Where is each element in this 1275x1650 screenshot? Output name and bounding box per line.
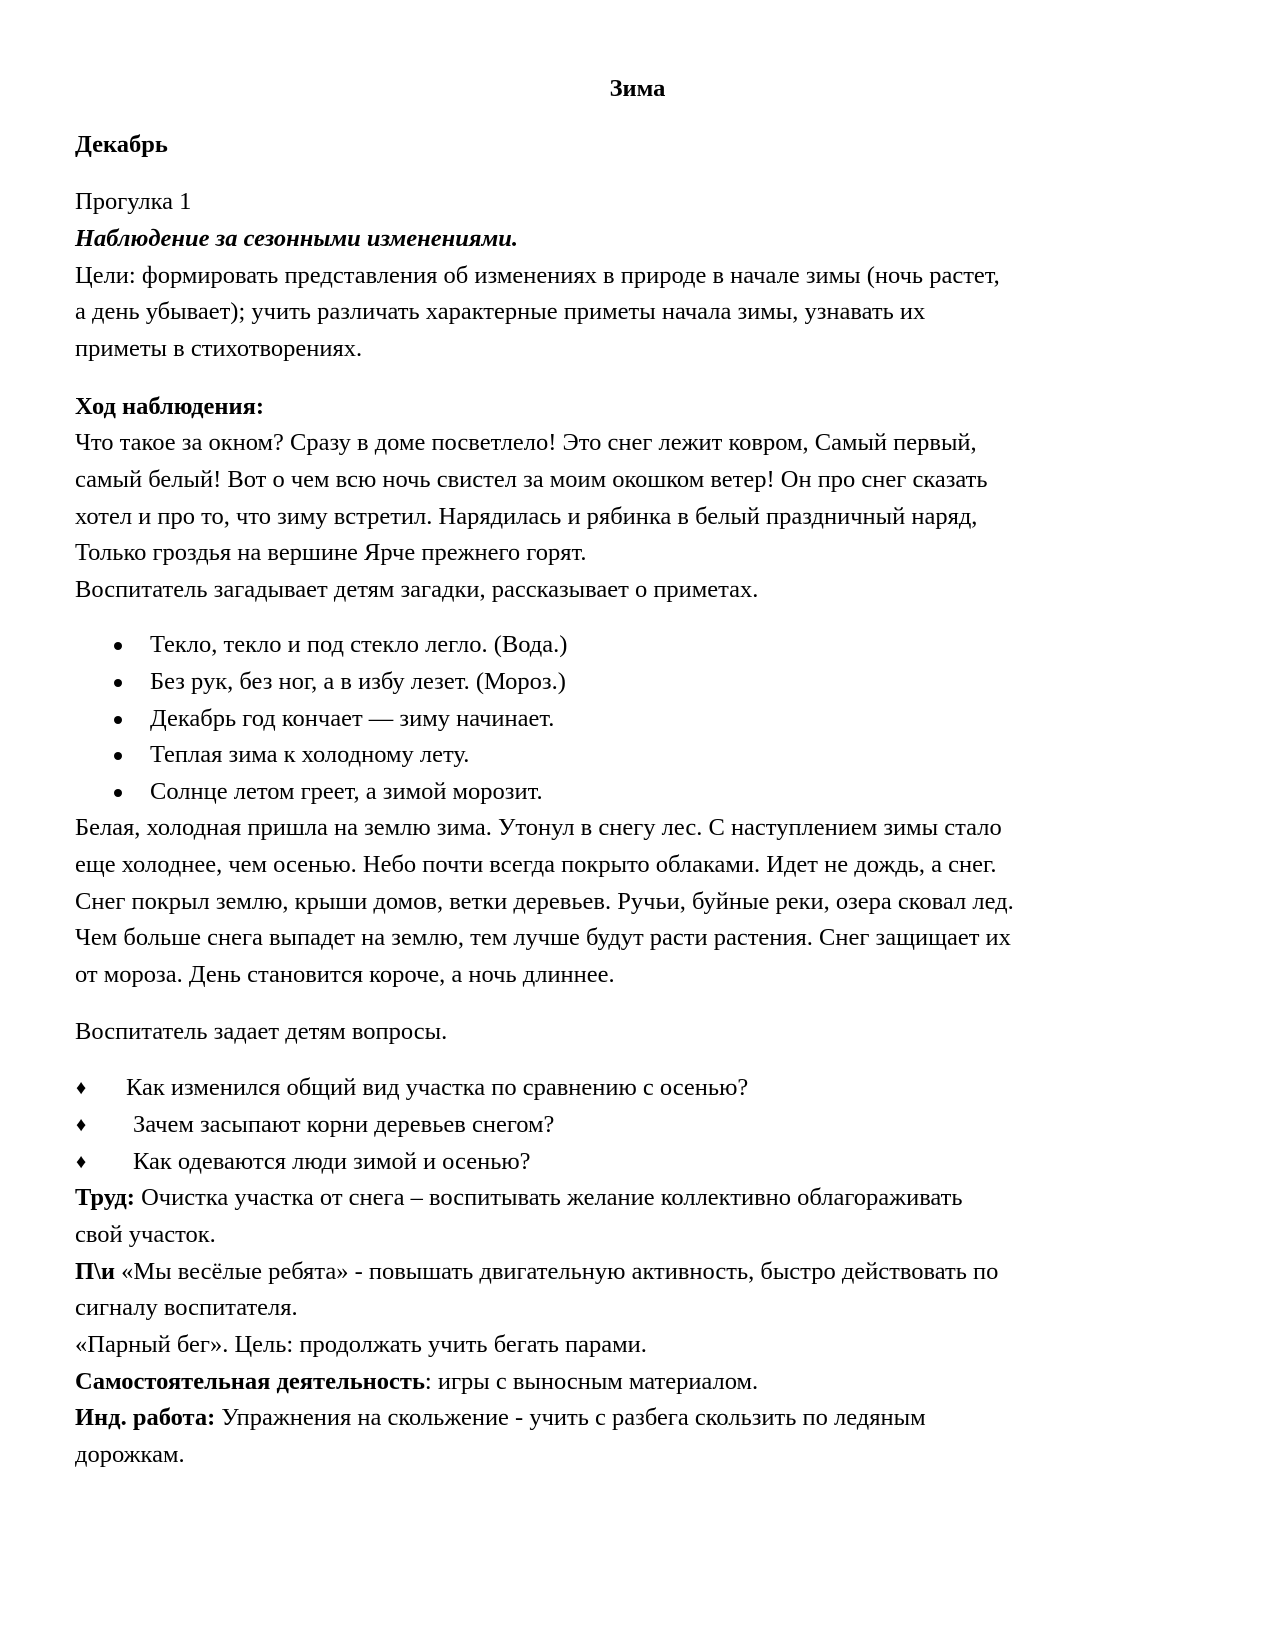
game-line: сигналу воспитателя.: [75, 1294, 298, 1321]
independent-label: Самостоятельная деятельность: [75, 1368, 425, 1395]
document-title: Зима: [609, 75, 666, 102]
bullet-dot-icon: [114, 789, 122, 797]
story-line: Белая, холодная пришла на землю зима. Утонул в снегу лес. С наступлением зимы стало: [75, 814, 1002, 841]
bullet-dot-icon: [114, 716, 122, 724]
labor-text: Очистка участка от снега – воспитывать желание коллективно облагораживать: [134, 1184, 963, 1211]
goals-line: приметы в стихотворениях.: [75, 335, 363, 362]
list-item: [0, 1147, 1275, 1177]
question-text: Как изменился общий вид участка по сравнению с осенью?: [126, 1074, 749, 1101]
poem-line: Только гроздья на вершине Ярче прежнего горят.: [75, 539, 587, 566]
question-text: Как одеваются люди зимой и осенью?: [133, 1148, 531, 1175]
bullet-dot-icon: [114, 679, 122, 687]
bullet-dot-icon: [114, 752, 122, 760]
individual-text: Упражнения на скольжение - учить с разбега скользить по ледяным: [215, 1404, 926, 1431]
questions-intro: Воспитатель задает детям вопросы.: [75, 1018, 448, 1045]
game2-line: «Парный бег». Цель: продолжать учить бегать парами.: [75, 1331, 647, 1358]
game-section: [75, 1257, 998, 1287]
labor-line: свой участок.: [75, 1221, 216, 1248]
individual-section: [75, 1403, 926, 1433]
list-item: [0, 667, 1275, 697]
labor-label: Труд:: [75, 1184, 135, 1211]
goals-line: Цели: формировать представления об изменениях в природе в начале зимы (ночь растет,: [75, 262, 1000, 289]
story-line: от мороза. День становится короче, а ночь длиннее.: [75, 961, 615, 988]
game-text: «Мы весёлые ребята» - повышать двигательную активность, быстро действовать по: [114, 1258, 999, 1285]
walk-label: Прогулка 1: [75, 188, 192, 215]
poem-line: Что такое за окном? Сразу в доме посветлело! Это снег лежит ковром, Самый первый,: [75, 429, 977, 456]
story-line: еще холоднее, чем осенью. Небо почти всегда покрыто облаками. Идет не дождь, а снег.: [75, 851, 997, 878]
diamond-icon: ♦: [76, 1151, 87, 1173]
individual-line: дорожкам.: [75, 1441, 185, 1468]
list-item: [0, 1110, 1275, 1140]
riddles-intro: Воспитатель загадывает детям загадки, рассказывает о приметах.: [75, 576, 759, 603]
list-item: [0, 777, 1275, 807]
riddle-text: Солнце летом греет, а зимой морозит.: [150, 778, 543, 805]
poem-line: хотел и про то, что зиму встретил. Нарядилась и рябинка в белый праздничный наряд,: [75, 503, 978, 530]
riddle-text: Теплая зима к холодному лету.: [150, 741, 470, 768]
independent-section: [75, 1367, 758, 1397]
goals-line: а день убывает); учить различать характерные приметы начала зимы, узнавать их: [75, 298, 926, 325]
observation-title: Наблюдение за сезонными изменениями.: [75, 225, 518, 252]
story-line: Чем больше снега выпадет на землю, тем лучше будут расти растения. Снег защищает их: [75, 924, 1011, 951]
story-line: Снег покрыл землю, крыши домов, ветки деревьев. Ручьи, буйные реки, озера сковал лед.: [75, 888, 1014, 915]
labor-section: [75, 1183, 963, 1213]
list-item: [0, 740, 1275, 770]
riddle-text: Без рук, без ног, а в избу лезет. (Мороз.): [150, 668, 566, 695]
question-text: Зачем засыпают корни деревьев снегом?: [133, 1111, 555, 1138]
list-item: [0, 630, 1275, 660]
progress-heading: Ход наблюдения:: [75, 393, 264, 420]
game-label: П\и: [75, 1258, 115, 1285]
riddle-text: Текло, текло и под стекло легло. (Вода.): [150, 631, 568, 658]
individual-label: Инд. работа:: [75, 1404, 216, 1431]
independent-text: : игры с выносным материалом.: [424, 1368, 759, 1395]
list-item: [0, 704, 1275, 734]
list-item: [0, 1073, 1275, 1103]
bullet-dot-icon: [114, 642, 122, 650]
month-heading: Декабрь: [75, 131, 168, 158]
poem-line: самый белый! Вот о чем всю ночь свистел за моим окошком ветер! Он про снег сказать: [75, 466, 988, 493]
diamond-icon: ♦: [76, 1114, 87, 1136]
diamond-icon: ♦: [76, 1077, 87, 1099]
riddle-text: Декабрь год кончает — зиму начинает.: [150, 705, 555, 732]
